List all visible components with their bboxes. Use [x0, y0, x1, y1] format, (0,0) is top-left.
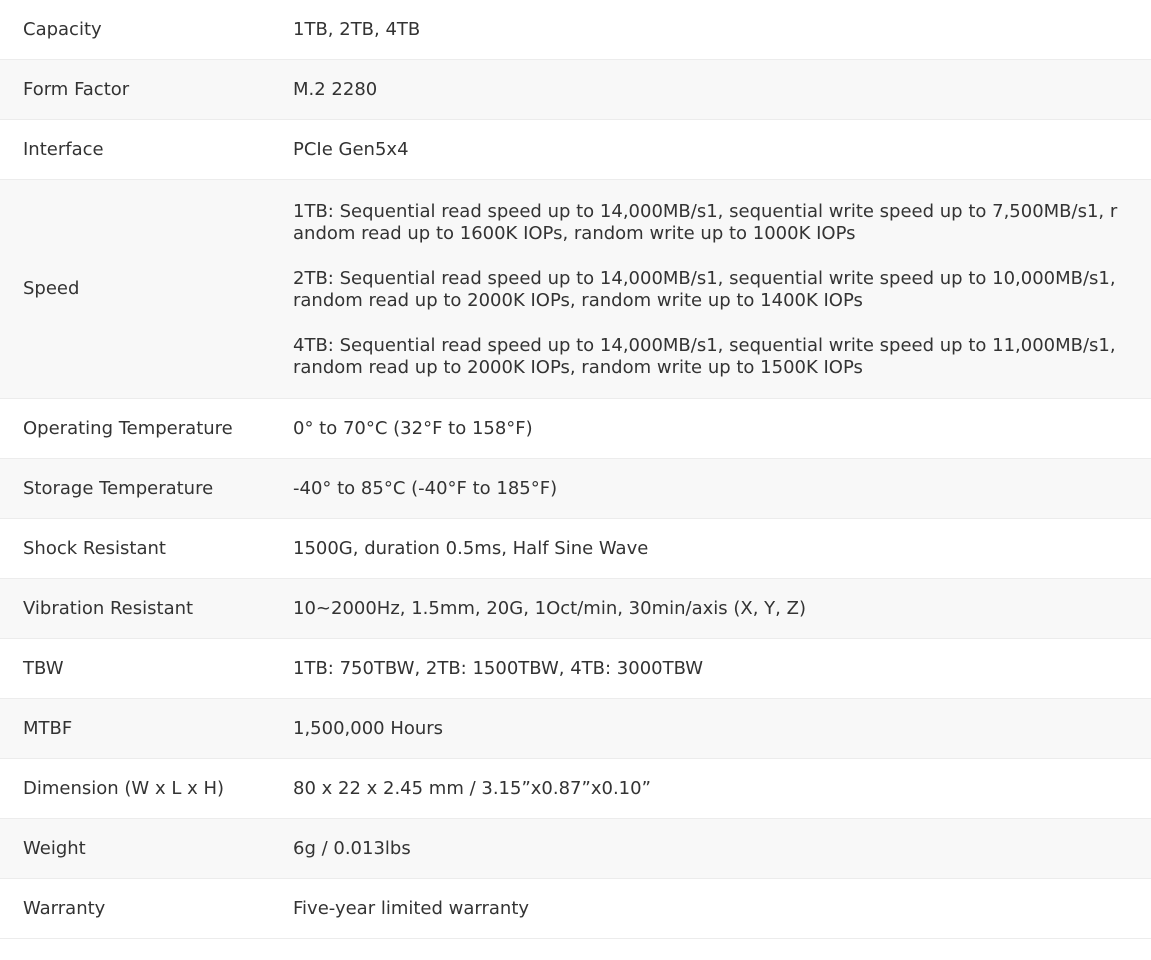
spec-value: 1TB, 2TB, 4TB	[293, 18, 421, 40]
spec-row-warranty	[0, 879, 1151, 939]
speed-lines	[293, 180, 1123, 398]
spec-row-capacity	[0, 0, 1151, 60]
speed-line-1tb: 1TB: Sequential read speed up to 14,000MB/s1, sequential write speed up to 7,500MB/s1, random read up to 1600K IOPs, random write up to 1000K IOPs	[293, 201, 1118, 244]
spec-row-shock-resistant	[0, 519, 1151, 579]
spec-label: Warranty	[23, 897, 106, 919]
spec-value: 0° to 70°C (32°F to 158°F)	[293, 417, 533, 439]
spec-value: 6g / 0.013lbs	[293, 837, 411, 859]
spec-label: Interface	[23, 138, 104, 160]
spec-row-dimension	[0, 759, 1151, 819]
spec-row-tbw	[0, 639, 1151, 699]
spec-value: PCIe Gen5x4	[293, 138, 409, 160]
spec-value: Five-year limited warranty	[293, 897, 530, 919]
speed-line-2tb: 2TB: Sequential read speed up to 14,000MB/s1, sequential write speed up to 10,000MB/s1, random read up to 2000K IOPs, random write up to 1400K IOPs	[293, 268, 1116, 311]
spec-row-storage-temperature	[0, 459, 1151, 519]
spec-value: 1500G, duration 0.5ms, Half Sine Wave	[293, 537, 649, 559]
spec-label: MTBF	[23, 717, 73, 739]
spec-value: -40° to 85°C (-40°F to 185°F)	[293, 477, 558, 499]
speed-line-4tb: 4TB: Sequential read speed up to 14,000MB/s1, sequential write speed up to 11,000MB/s1, random read up to 2000K IOPs, random write up to 1500K IOPs	[293, 335, 1116, 378]
spec-label: Vibration Resistant	[23, 597, 194, 619]
spec-row-interface	[0, 120, 1151, 180]
spec-row-vibration-resistant	[0, 579, 1151, 639]
spec-value: M.2 2280	[293, 78, 378, 100]
spec-label: Operating Temperature	[23, 417, 233, 439]
spec-label: Shock Resistant	[23, 537, 166, 559]
spec-value: 80 x 22 x 2.45 mm / 3.15”x0.87”x0.10”	[293, 777, 651, 799]
spec-label: Weight	[23, 837, 86, 859]
spec-row-form-factor	[0, 60, 1151, 120]
spec-label: TBW	[23, 657, 64, 679]
spec-value: 10~2000Hz, 1.5mm, 20G, 1Oct/min, 30min/axis (X, Y, Z)	[293, 597, 806, 619]
spec-label: Capacity	[23, 18, 102, 40]
spec-row-weight	[0, 819, 1151, 879]
spec-value: 1TB: 750TBW, 2TB: 1500TBW, 4TB: 3000TBW	[293, 657, 704, 679]
spec-label: Speed	[23, 278, 80, 299]
spec-label: Dimension (W x L x H)	[23, 777, 224, 799]
spec-label: Form Factor	[23, 78, 130, 100]
spec-row-speed	[0, 180, 1151, 399]
spec-row-operating-temperature	[0, 399, 1151, 459]
spec-value: 1,500,000 Hours	[293, 717, 444, 739]
spec-value	[293, 180, 1151, 399]
spec-label: Storage Temperature	[23, 477, 214, 499]
spec-row-mtbf	[0, 699, 1151, 759]
